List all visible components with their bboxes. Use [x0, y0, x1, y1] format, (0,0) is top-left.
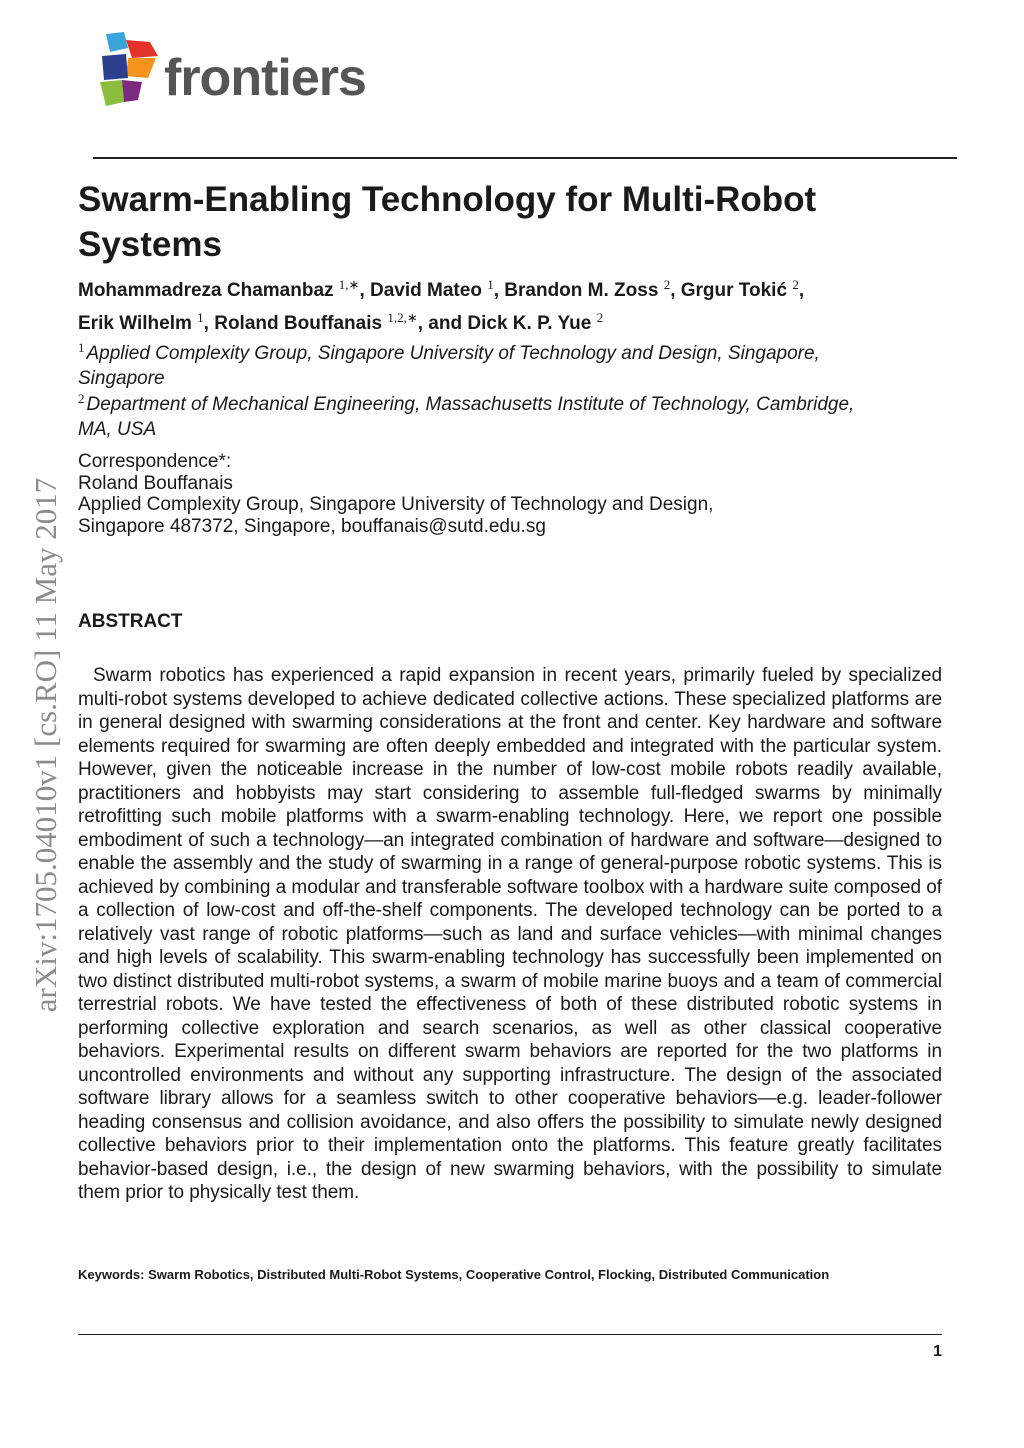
- author-separator: ,: [798, 280, 805, 301]
- author-name: Mohammadreza Chamanbaz: [78, 280, 334, 301]
- abstract-body: Swarm robotics has experienced a rapid expansion in recent years, primarily fueled by specialized multi-robot systems developed to achieve dedicated collective actions. These specialized platforms are in general designed with swarming considerations at the front and center. Key hardware and software elements required for swarming are often deeply embedded and integrated with the particular system. However, given the noticeable increase in the number of low-cost mobile robots readily available, practitioners and hobbyists may start considering to assemble full-fledged swarms by minimally retrofitting such mobile platforms with a swarm-enabling technology. Here, we report one possible embodiment of such a technology—an integrated combination of hardware and software—designed to enable the assembly and the study of swarming in a range of general-purpose robotic systems. This is achieved by combining a modular and transferable software toolbox with a hardware suite composed of a collection of low-cost and off-the-shelf components. The developed technology can be ported to a relatively vast range of robotic platforms—such as land and surface vehicles—with minimal changes and high levels of scalability. This swarm-enabling technology has successfully been implemented on two distinct distributed multi-robot systems, a swarm of mobile marine buoys and a team of commercial terrestrial robots. We have tested the effectiveness of both of these distributed robotic systems in performing collective exploration and search scenarios, as well as other classical cooperative behaviors. Experimental results on different swarm behaviors are reported for the two platforms in uncontrolled environments and without any supporting infrastructure. The design of the associated software library allows for a seamless switch to other cooperative behaviors—e.g. leader-follower heading consensus and collision avoidance, and also offers the possibility to simulate newly designed collective behaviors prior to their implementation onto the platforms. This feature greatly facilitates behavior-based design, i.e., the design of new swarming behaviors, with the possibility to simulate them prior to physically test them.: [78, 665, 942, 1203]
- paper-title: Swarm-Enabling Technology for Multi-Robot Systems: [78, 180, 817, 264]
- author-list: [78, 274, 838, 340]
- author-name: Roland Bouffanais: [214, 313, 383, 334]
- correspondence-address-line: Singapore 487372, Singapore, bouffanais@sutd.edu.sg: [78, 515, 546, 537]
- author-name: Brandon M. Zoss: [504, 280, 659, 301]
- correspondence-address-line: Applied Complexity Group, Singapore University of Technology and Design,: [78, 494, 714, 515]
- author-affiliation-mark: 1: [197, 310, 204, 325]
- logo-cube-face: [122, 80, 142, 102]
- author-separator: ,: [670, 280, 681, 301]
- keywords: Keywords: Swarm Robotics, Distributed Multi-Robot Systems, Cooperative Control, Flocking, Distributed Communication: [78, 1267, 830, 1282]
- correspondence-name: Roland Bouffanais: [78, 472, 233, 494]
- affiliation-text: Department of Mechanical Engineering, Massachusetts Institute of Technology, Cambridge, MA, USA: [78, 394, 855, 440]
- frontiers-cube-icon: [98, 32, 160, 108]
- author-affiliation-mark: 2: [596, 310, 604, 325]
- frontiers-logo: [98, 32, 398, 108]
- arxiv-stamp: arXiv:1705.04010v1 [cs.RO] 11 May 2017: [28, 477, 63, 1013]
- affiliation-mark: 1: [78, 340, 85, 355]
- correspondence-block: [78, 451, 878, 537]
- logo-cube-face: [100, 80, 124, 106]
- correspondence-label: Correspondence*:: [78, 451, 232, 472]
- author-affiliation-mark: 1,∗: [338, 277, 360, 292]
- author-name: David Mateo: [370, 280, 482, 301]
- affiliation-mark: 2: [78, 391, 85, 406]
- affiliation-2: [78, 392, 858, 442]
- author-name: Erik Wilhelm: [78, 313, 192, 334]
- author-separator: ,: [359, 280, 371, 301]
- author-separator: , and: [417, 313, 468, 334]
- author-name: Grgur Tokić: [680, 280, 788, 301]
- header-rule: [93, 157, 957, 159]
- logo-cube-face: [126, 58, 156, 78]
- author-affiliation-mark: 1,2,∗: [387, 310, 418, 325]
- author-name: Dick K. P. Yue: [467, 313, 592, 334]
- page-number: 1: [933, 1343, 942, 1360]
- logo-cube-face: [102, 54, 128, 80]
- footer-rule: [78, 1334, 942, 1335]
- author-separator: ,: [203, 313, 215, 334]
- affiliation-1: [78, 341, 858, 391]
- author-separator: ,: [493, 280, 505, 301]
- abstract-heading: ABSTRACT: [78, 611, 183, 632]
- author-affiliation-mark: 2: [792, 277, 799, 292]
- affiliation-text: Applied Complexity Group, Singapore University of Technology and Design, Singapore, Singapore: [78, 343, 820, 389]
- logo-cube-face: [126, 40, 158, 58]
- logo-cube-face: [106, 32, 128, 52]
- author-affiliation-mark: 2: [663, 277, 671, 292]
- author-affiliation-mark: 1: [487, 277, 494, 292]
- logo-wordmark: frontiers: [164, 49, 366, 107]
